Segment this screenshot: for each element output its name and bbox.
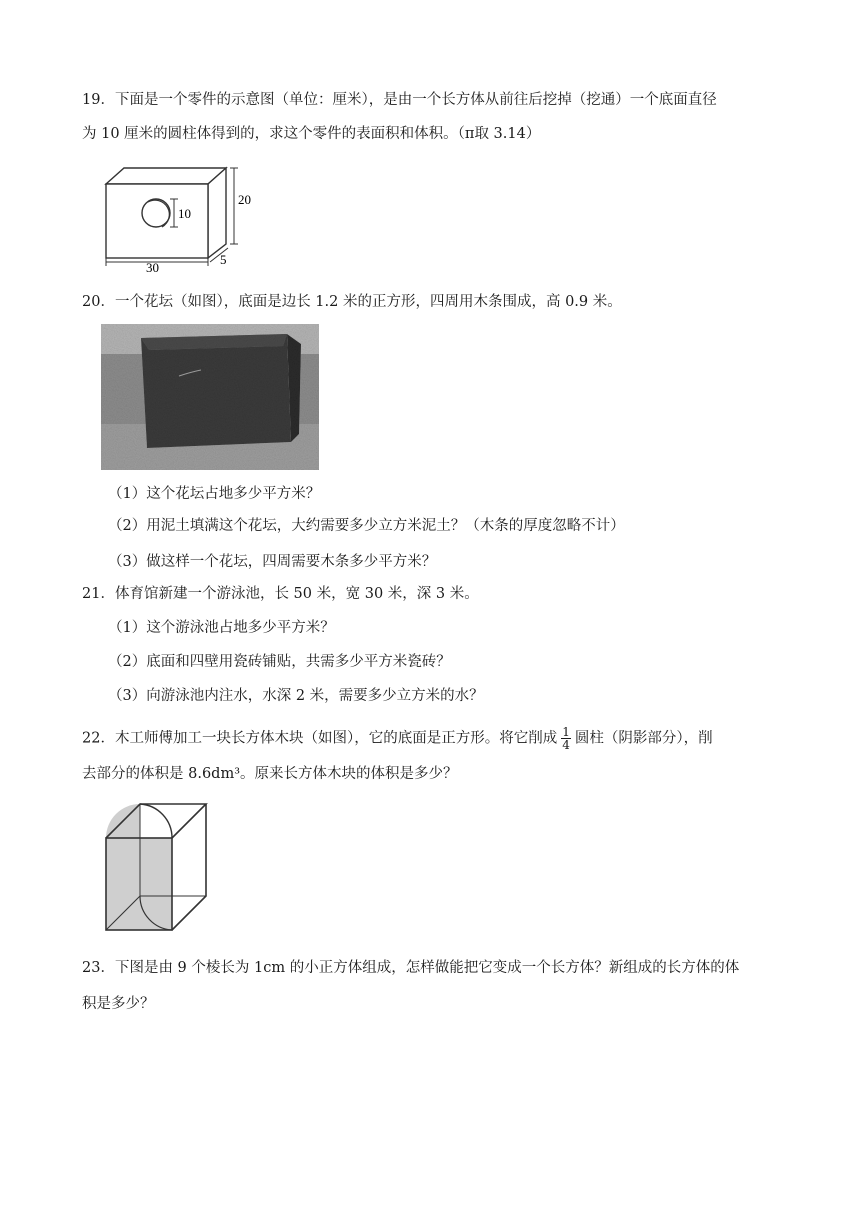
q22-wood-block-diagram <box>100 800 210 936</box>
q21-sub3: （3）向游泳池内注水，水深 2 米，需要多少立方米的水？ <box>108 688 484 704</box>
q22-text-part-a: 22．木工师傅加工一块长方体木块（如图），它的底面是正方形。将它削成 <box>82 730 558 747</box>
q20-sub3: （3）做这样一个花坛，四周需要木条多少平方米？ <box>108 554 437 570</box>
q22-fraction <box>561 726 571 751</box>
q20-sub1: （1）这个花坛占地多少平方米？ <box>108 486 321 502</box>
q21-sub2: （2）底面和四壁用瓷砖铺贴，共需多少平方米瓷砖？ <box>108 654 451 670</box>
q22-text-line1 <box>82 726 713 751</box>
q20-text-line1: 20．一个花坛（如图），底面是边长 1.2 米的正方形，四周用木条围成，高 0.9 米。 <box>82 294 622 310</box>
q22-text-part-b: 圆柱（阴影部分），削 <box>574 730 713 747</box>
q22-fraction-numerator: 1 <box>562 725 570 739</box>
q19-diameter-label: 10 <box>178 206 191 221</box>
q20-sub2: （2）用泥土填满这个花坛，大约需要多少立方米泥土？（木条的厚度忽略不计） <box>108 518 625 534</box>
q23-text-line2: 积是多少？ <box>82 996 155 1012</box>
q22-text-line2: 去部分的体积是 8.6dm³。原来长方体木块的体积是多少？ <box>82 766 458 782</box>
q22-fraction-denominator: 4 <box>562 738 570 752</box>
q19-part-diagram <box>96 158 266 273</box>
q19-length-label: 30 <box>146 260 159 273</box>
q19-depth-label: 5 <box>220 252 227 267</box>
q19-text-line2: 为 10 厘米的圆柱体得到的，求这个零件的表面积和体积。（π取 3.14） <box>82 126 541 142</box>
q19-text-line1: 19．下面是一个零件的示意图（单位：厘米），是由一个长方体从前往后挖掉（挖通）一个底面直径 <box>82 92 717 108</box>
q20-flowerbed-photo <box>101 324 319 470</box>
q21-sub1: （1）这个游泳池占地多少平方米？ <box>108 620 335 636</box>
q21-text-line1: 21．体育馆新建一个游泳池，长 50 米，宽 30 米，深 3 米。 <box>82 586 479 602</box>
q19-height-label: 20 <box>238 192 251 207</box>
q23-text-line1: 23．下图是由 9 个棱长为 1cm 的小正方体组成，怎样做能把它变成一个长方体？新组成的长方体的体 <box>82 960 740 976</box>
